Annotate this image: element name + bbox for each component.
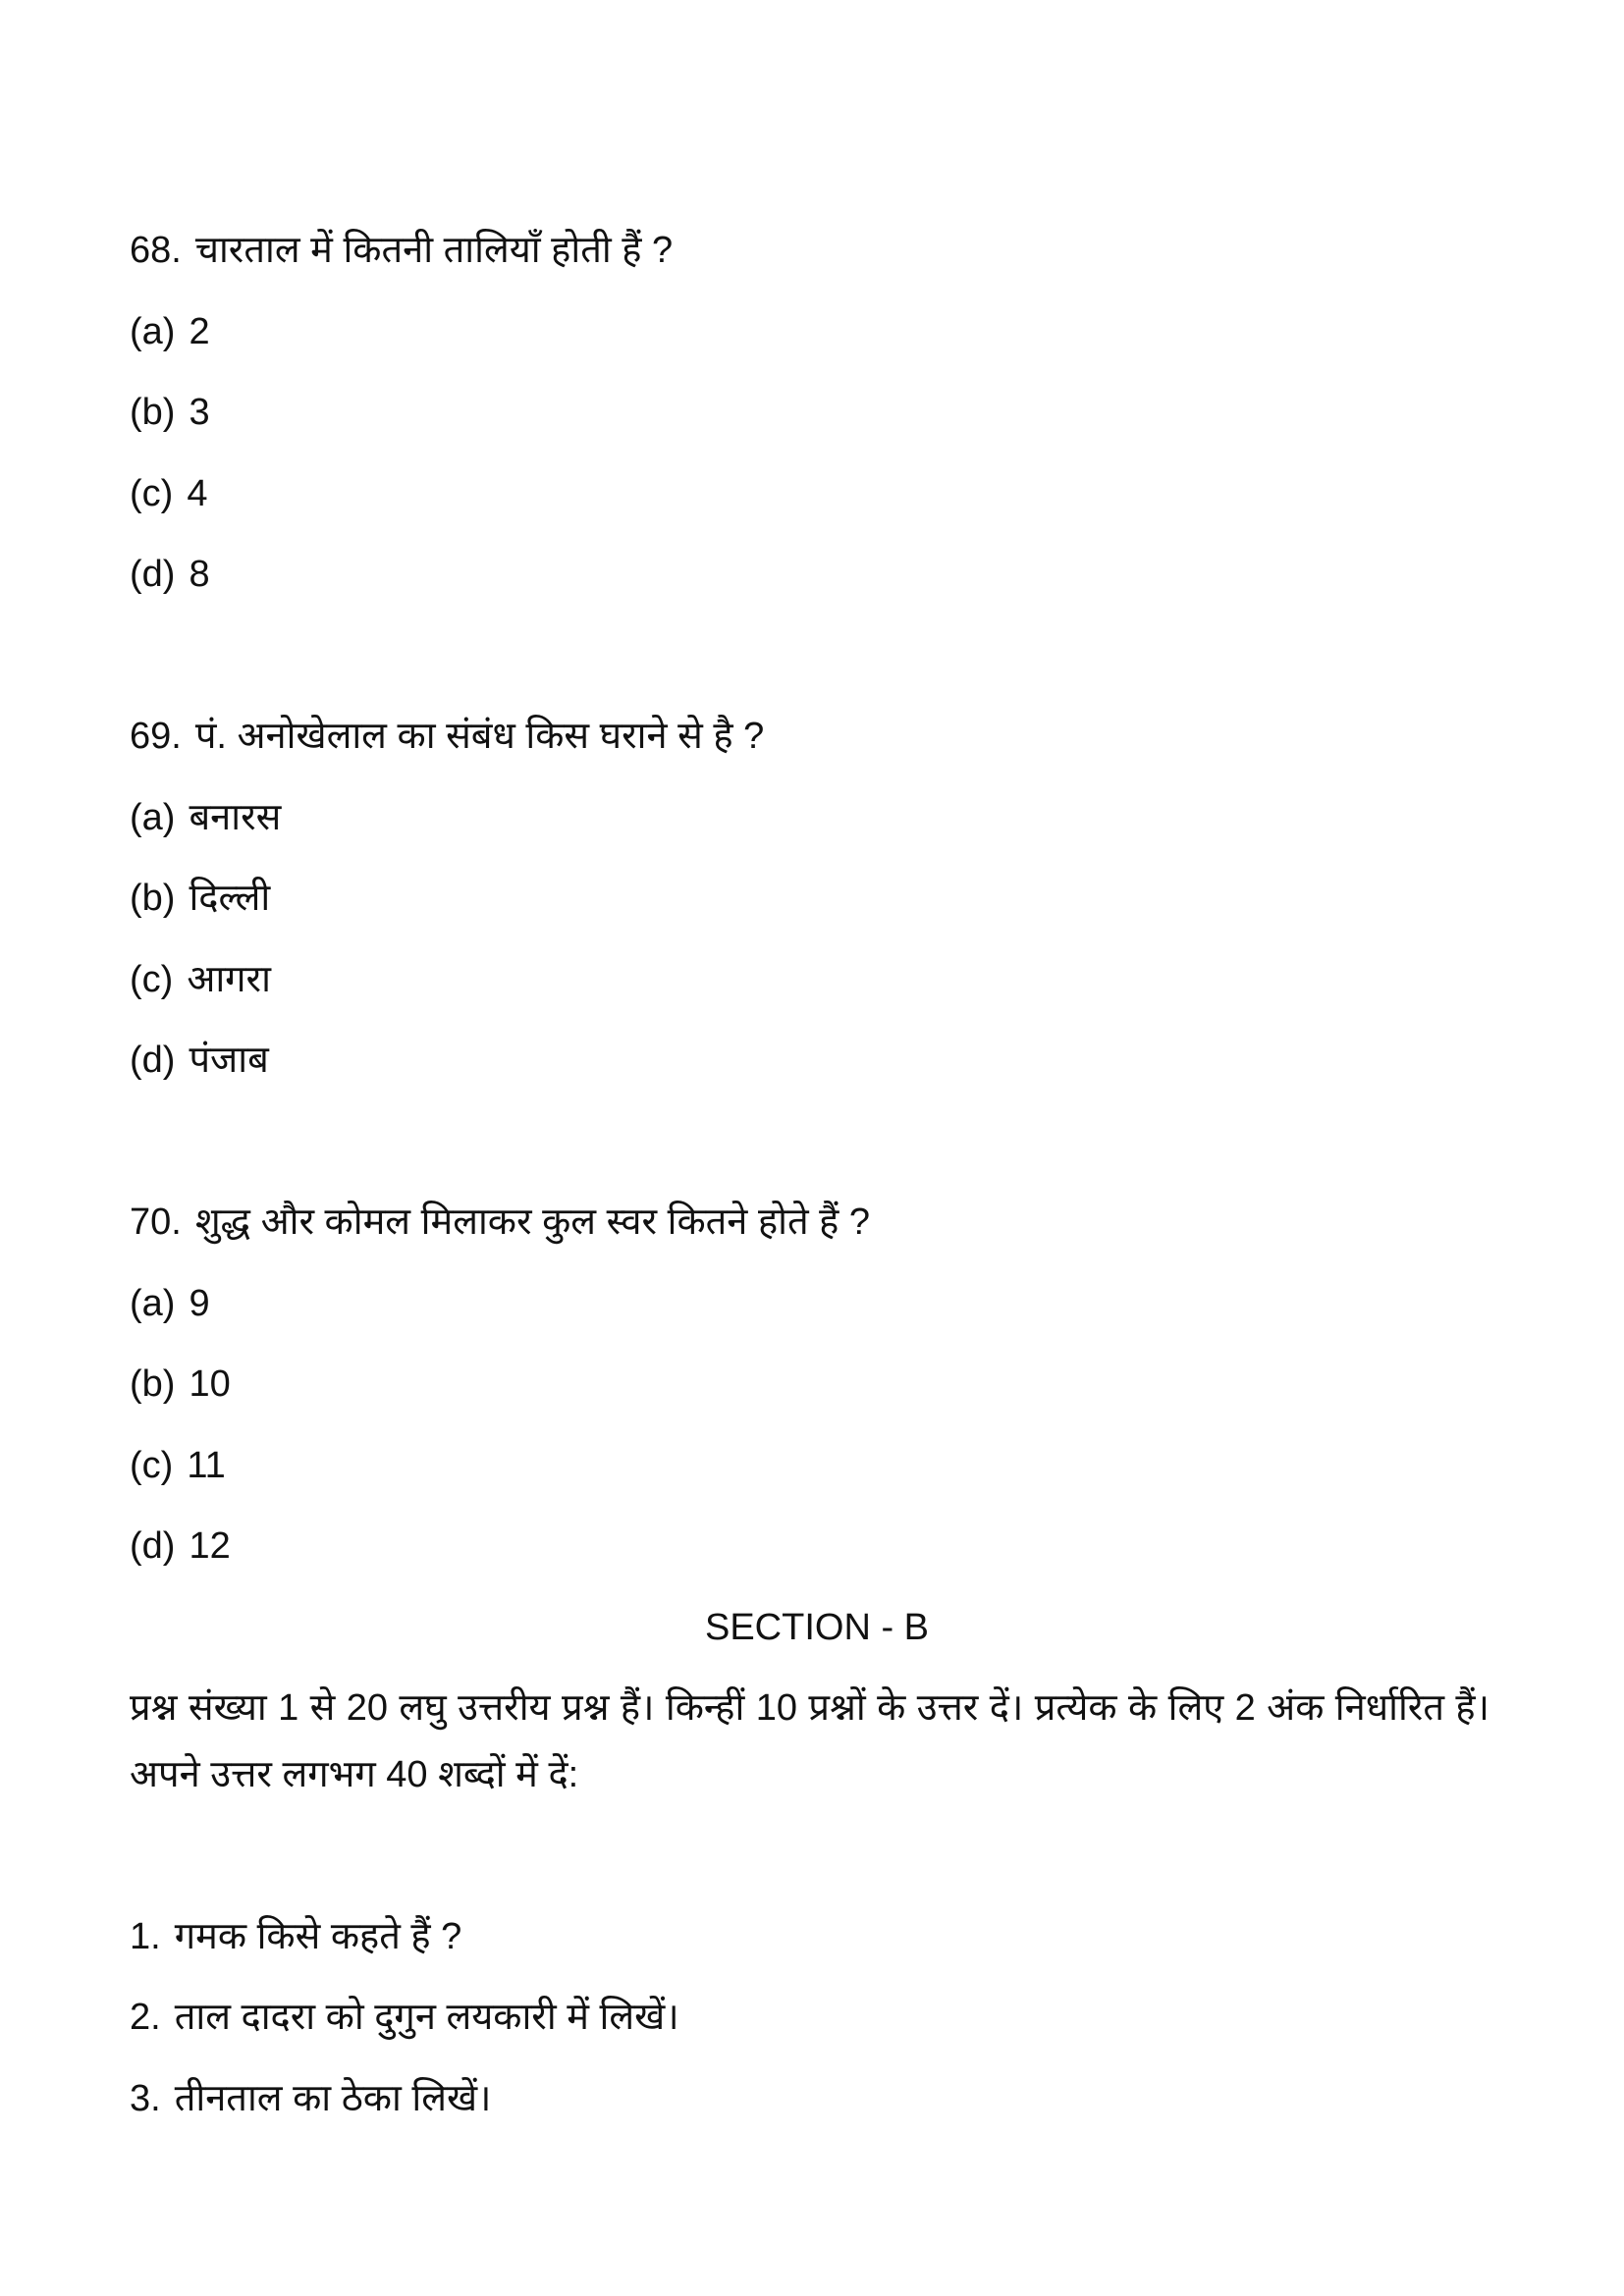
question-text: शुद्ध और कोमल मिलाकर कुल स्वर कितने होते हैं ? — [194, 1201, 871, 1243]
option-label: (a) — [130, 311, 176, 352]
option-text: दिल्ली — [189, 878, 271, 919]
option-text: आगरा — [187, 959, 271, 1000]
option-text: 8 — [189, 554, 210, 595]
option-label: (c) — [130, 959, 174, 1000]
option-c — [130, 471, 207, 516]
short-question-3 — [130, 2076, 491, 2121]
option-label: (d) — [130, 554, 176, 595]
option-d — [130, 1038, 269, 1083]
short-question-2 — [130, 1995, 679, 2040]
question-text: चारताल में कितनी तालियाँ होती हैं ? — [194, 230, 674, 271]
option-text: पंजाब — [189, 1040, 269, 1081]
question-68 — [130, 228, 673, 273]
question-number: 2. — [130, 1997, 161, 2038]
option-label: (c) — [130, 1445, 174, 1486]
option-text: बनारस — [189, 797, 282, 838]
option-b — [130, 1362, 231, 1407]
option-label: (d) — [130, 1040, 176, 1081]
question-number: 69. — [130, 716, 182, 757]
option-label: (b) — [130, 392, 176, 433]
question-number: 3. — [130, 2078, 161, 2119]
option-text: 10 — [189, 1363, 231, 1405]
option-a — [130, 795, 281, 840]
option-text: 9 — [189, 1283, 210, 1324]
section-title: SECTION - B — [704, 1607, 930, 1648]
option-c — [130, 957, 271, 1002]
option-d — [130, 552, 210, 597]
option-text: 4 — [187, 473, 208, 514]
option-label: (b) — [130, 1363, 176, 1405]
option-b — [130, 390, 210, 435]
question-text: पं. अनोखेलाल का संबंध किस घराने से है ? — [194, 716, 765, 757]
question-text: ताल दादरा को दुगुन लयकारी में लिखें। — [174, 1997, 679, 2038]
option-label: (a) — [130, 1283, 176, 1324]
option-a — [130, 1281, 210, 1326]
question-number: 68. — [130, 230, 182, 271]
question-text: तीनताल का ठेका लिखें। — [174, 2078, 492, 2119]
question-number: 1. — [130, 1916, 161, 1957]
option-b — [130, 876, 270, 921]
option-text: 3 — [189, 392, 210, 433]
option-label: (d) — [130, 1525, 176, 1567]
option-text: 12 — [189, 1525, 231, 1567]
option-text: 2 — [189, 311, 210, 352]
option-text: 11 — [187, 1445, 226, 1486]
section-instructions: प्रश्न संख्या 1 से 20 लघु उत्तरीय प्रश्न हैं। किन्हीं 10 प्रश्नों के उत्तर दें। प्रत्येक के लिए 2 अंक निर्धारित हैं। अपने उत्तर लगभग 40 शब्दों में दें: — [130, 1687, 1489, 1795]
question-text: गमक किसे कहते हैं ? — [174, 1916, 462, 1957]
option-label: (c) — [130, 473, 174, 514]
option-a — [130, 309, 210, 354]
option-c — [130, 1443, 226, 1488]
question-69 — [130, 714, 764, 759]
option-d — [130, 1523, 231, 1569]
option-label: (b) — [130, 878, 176, 919]
short-question-1 — [130, 1914, 461, 1959]
question-70 — [130, 1200, 870, 1245]
question-number: 70. — [130, 1201, 182, 1243]
option-label: (a) — [130, 797, 176, 838]
